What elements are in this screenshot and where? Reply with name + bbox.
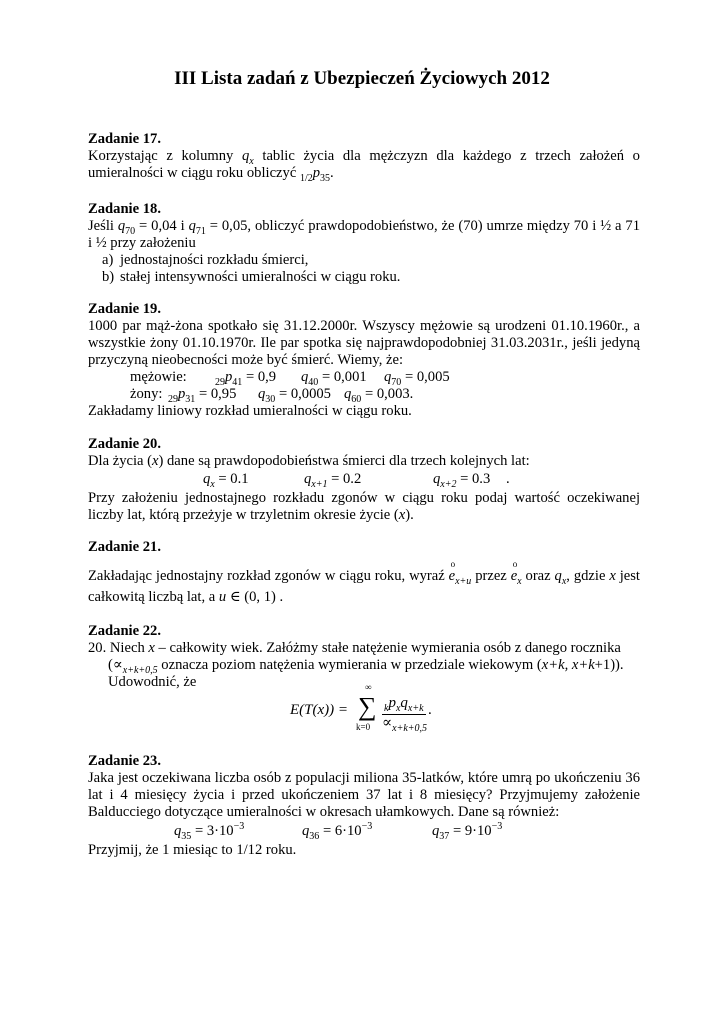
task-20-text: Dla życia (x) dane są prawdopodobieństwa śmierci dla trzech kolejnych lat:	[88, 453, 530, 469]
sum-lower-limit: k=0	[356, 722, 371, 732]
task-19-heading: Zadanie 19.	[88, 301, 161, 317]
fraction-numerator: $_kp_xq_{x+k}$	[384, 695, 424, 714]
task-18-text: Jeśli $q_{70} = 0,04$ i $q_{71} = 0,05$, obliczyć prawdopodobieństwo, że (70) umrze między 70 i ½ a 71 i ½ przy założeniu	[88, 218, 641, 251]
formula-lhs: E(T(x)) =	[290, 702, 349, 718]
task-20-values-row: $q_x = 0.1$ $q_{x+1} = 0.2$ $q_{x+2} = 0.3$ .	[203, 471, 510, 490]
task-23	[88, 753, 640, 859]
task-23-text: Jaka jest oczekiwana liczba osób z populacji miliona 35-latków, które umrą po ukończeniu 36 lat i 4 miesięcy życia i przed ukończeniem 37 lat i 8 miesięcy? Przyjmujemy założenie Balducciego dotyczące umieralności w okresach ułamkowych. Dane są również:	[88, 770, 640, 820]
task-21-text: Zakładając jednostajny rozkład zgonów w ciągu roku, wyraź o $e_{x+u}$ przez o $e_x$ oraz $q_x$, gdzie x jest całkowitą liczbą lat, a u ∈ (0, 1) .	[88, 559, 640, 605]
task-17-text: Korzystając z kolumny $q_x$ tablic życia dla mężczyzn dla każdego z trzech założeń o umieralności w ciągu roku obliczyć $_{1/2}p_{35}$.	[88, 148, 640, 184]
expectation-formula: E(T(x)) = ∞ ∑ k=0 $_kp_xq_{x+k}$ $\propto_{x+k+0,5}$ .	[290, 682, 432, 734]
task-23-note: Przyjmij, że 1 miesiąc to 1/12 roku.	[88, 842, 297, 858]
task-19-men-row: mężowie: $_{29}p_{41} = 0,9$ $q_{40} = 0,001$ $q_{70} = 0,005$	[130, 369, 450, 388]
task-19-assumption: Zakładamy liniowy rozkład umieralności w ciągu roku.	[88, 403, 412, 419]
task-22-line3: Udowodnić, że	[108, 674, 197, 690]
task-19-women-row: żony: $_{29}p_{31} = 0,95$ $q_{30} = 0,0005$ $q_{60} = 0,003$.	[130, 386, 414, 405]
task-22-heading: Zadanie 22.	[88, 623, 161, 639]
task-17-heading: Zadanie 17.	[88, 131, 161, 147]
task-17	[88, 131, 640, 182]
page-title: III Lista zadań z Ubezpieczeń Życiowych 2012	[174, 68, 550, 89]
fraction-denominator: $\propto_{x+k+0,5}$	[382, 715, 428, 734]
task-23-heading: Zadanie 23.	[88, 753, 161, 769]
task-22-line1: 20. Niech x – całkowity wiek. Załóżmy stałe natężenie wymierania osób z danego rocznika	[88, 640, 621, 656]
task-23-values-row: $q_{35} = 3\cdot 10^{-3}$ $q_{36} = 6\cdot 10^{-3}$ $q_{37} = 9\cdot 10^{-3}$	[174, 821, 503, 842]
sum-symbol: ∑	[358, 692, 377, 721]
task-21-heading: Zadanie 21.	[88, 539, 161, 555]
task-18-list	[88, 252, 640, 286]
task-22-line2: ($\propto_{x+k+0,5}$ oznacza poziom natężenia wymierania w przedziale wiekowym (x+k, x+k+1)).	[108, 657, 624, 676]
task-21	[88, 539, 640, 608]
task-20-question: Przy założeniu jednostajnego rozkładu zgonów w ciągu roku podaj wartość oczekiwanej liczby lat, którą przeżyje w trzyletnim okresie życie (x).	[88, 490, 640, 523]
task-20	[88, 436, 640, 524]
list-item: a) jednostajności rozkładu śmierci,	[102, 252, 309, 268]
list-item: b) stałej intensywności umieralności w ciągu roku.	[102, 269, 401, 285]
sum-upper-limit: ∞	[365, 682, 372, 692]
task-18	[88, 201, 640, 286]
task-20-heading: Zadanie 20.	[88, 436, 161, 452]
task-18-heading: Zadanie 18.	[88, 201, 161, 217]
task-19	[88, 301, 640, 420]
task-19-text: 1000 par mąż-żona spotkało się 31.12.2000r. Wszyscy mężowie są urodzeni 01.10.1960r., a wszystkie żony 01.10.1970r. Ile par spotka się najprawdopodobniej 31.03.2031r., jeśli jedyną przyczyną nieobecności może być śmierć. Wiemy, że:	[88, 318, 640, 368]
task-22	[88, 623, 640, 691]
